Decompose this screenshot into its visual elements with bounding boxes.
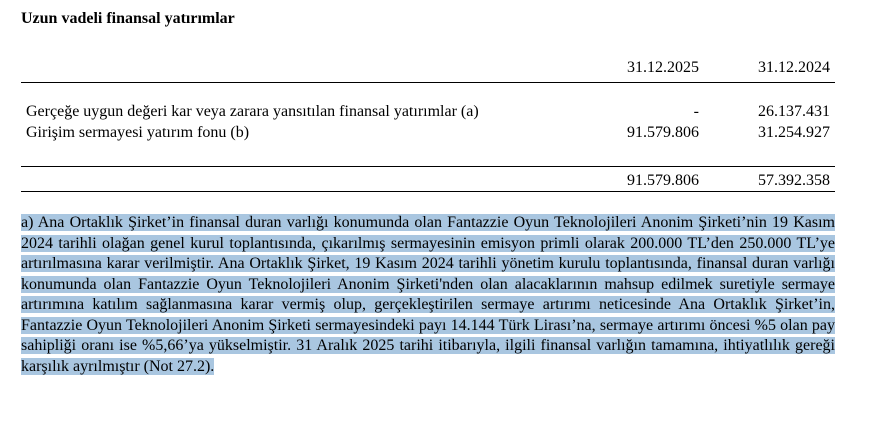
table-cell-2024: 26.137.431: [758, 103, 830, 120]
table-row-label: Gerçeğe uygun değeri kar veya zarara yansıtılan finansal yatırımlar (a): [26, 103, 479, 120]
footnote-paragraph: [21, 213, 835, 377]
column-header-2025: 31.12.2025: [627, 59, 699, 76]
header-rule: [21, 82, 835, 83]
total-2024: 57.392.358: [758, 172, 830, 189]
total-rule-bottom: [21, 191, 835, 192]
footnote-text: a) Ana Ortaklık Şirket’in finansal duran varlığı konumunda olan Fantazzie Oyun Teknolojileri Anonim Şirketi’nin 19 Kasım 2024 tarihli olağan genel kurul toplantısında, çıkarılmış sermayesinin emisyon primli olarak 200.000 TL’den 250.000 TL’ye artırılmasına karar verilmiştir. Ana Ortaklık Şirket, 19 Kasım 2024 tarihli yönetim kurulu toplantısında, finansal duran varlığı konumunda olan Fantazzie Oyun Teknolojileri Anonim Şirketi'nden olan alacaklarının mahsup edilmek suretiyle sermaye artırımına katılım sağlanmasına karar vermiş olup, gerçekleştirilen sermaye artırımı neticesinde Ana Ortaklık Şirket’in, Fantazzie Oyun Teknolojileri Anonim Şirketi sermayesindeki payı 14.144 Türk Lirası’na, sermaye artırımı öncesi %5 olan pay sahipliği oranı ise %5,66’ya yükselmiştir. 31 Aralık 2025 tarihi itibarıyla, ilgili finansal varlığın tamamına, ihtiyatlılık gereği karşılık ayrılmıştır (Not 27.2).: [21, 214, 835, 375]
total-rule-top: [21, 166, 835, 167]
total-2025: 91.579.806: [627, 172, 699, 189]
table-cell-2025: 91.579.806: [627, 124, 699, 141]
table-cell-2024: 31.254.927: [758, 124, 830, 141]
section-title: Uzun vadeli finansal yatırımlar: [21, 10, 235, 27]
column-header-2024: 31.12.2024: [758, 59, 830, 76]
table-cell-2025: -: [693, 103, 699, 120]
table-row-label: Girişim sermayesi yatırım fonu (b): [26, 124, 250, 141]
